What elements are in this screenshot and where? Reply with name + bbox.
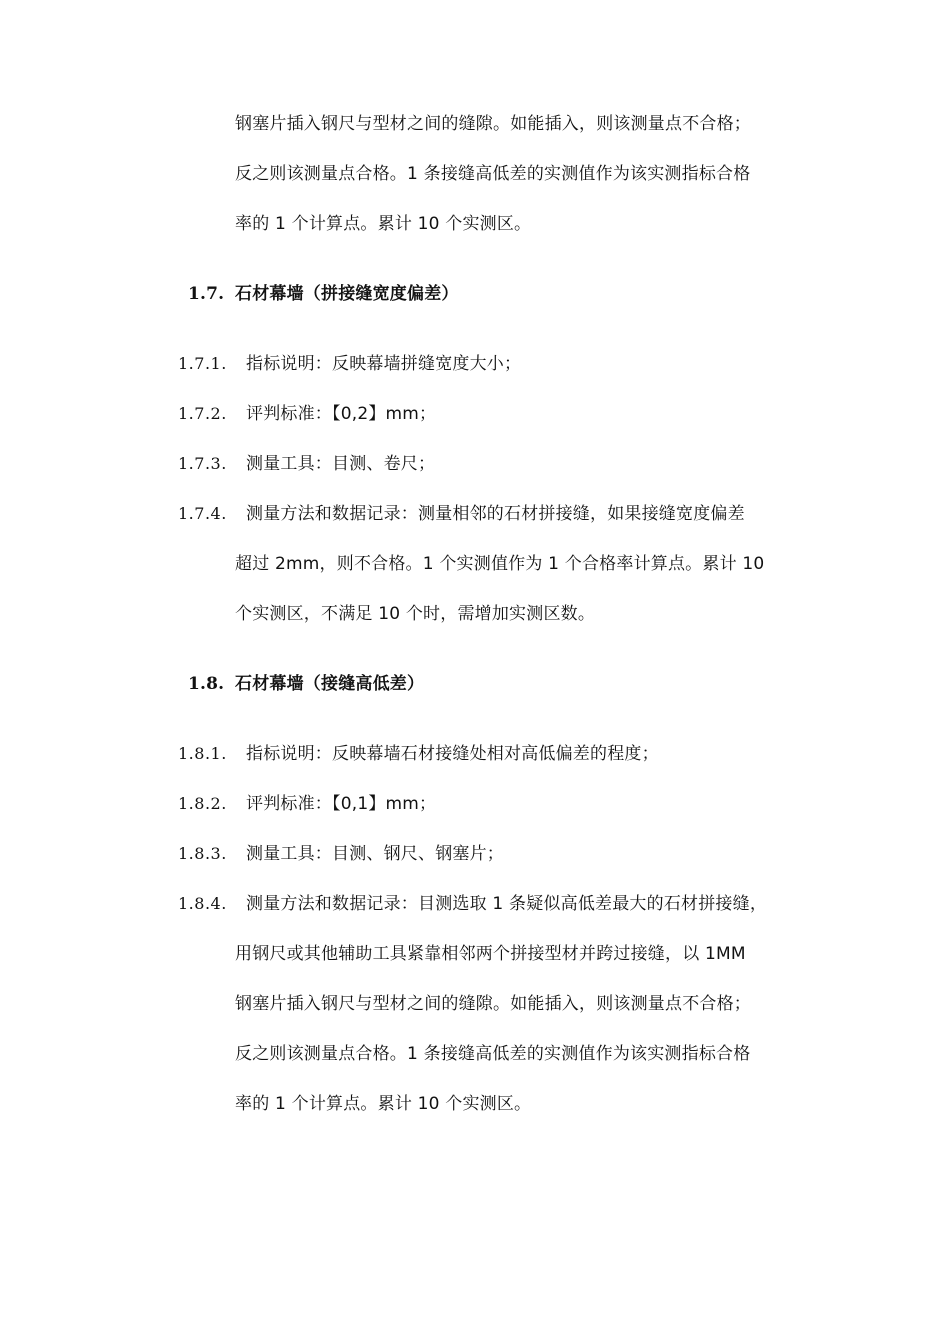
item-text: 指标说明：反映幕墙石材接缝处相对高低偏差的程度；	[246, 744, 659, 764]
item-number: 1.8.3.	[178, 844, 227, 863]
section-1-7-number: 1.7.	[188, 284, 225, 304]
list-item	[178, 792, 436, 816]
item-text: 指标说明：反映幕墙拼缝宽度大小；	[246, 354, 522, 374]
list-item	[178, 502, 745, 526]
section-1-8-number: 1.8.	[188, 674, 225, 694]
item-number: 1.7.1.	[178, 354, 227, 373]
item-continuation-line: 超过 2mm，则不合格。1 个实测值作为 1 个合格率计算点。累计 10	[235, 554, 765, 574]
list-item	[178, 352, 521, 376]
list-item	[178, 452, 435, 476]
item-text: 测量工具：目测、卷尺；	[246, 454, 436, 474]
continuation-line-3: 率的 1 个计算点。累计 10 个实测区。	[235, 214, 532, 234]
section-1-8-heading	[188, 672, 424, 696]
list-item	[178, 892, 767, 916]
list-item	[178, 402, 436, 426]
continuation-line-2: 反之则该测量点合格。1 条接缝高低差的实测值作为该实测指标合格	[235, 164, 751, 184]
item-continuation-line: 反之则该测量点合格。1 条接缝高低差的实测值作为该实测指标合格	[235, 1044, 751, 1064]
section-1-8-title: 石材幕墙（接缝高低差）	[235, 674, 425, 694]
item-number: 1.8.1.	[178, 744, 227, 763]
item-text: 测量工具：目测、钢尺、钢塞片；	[246, 844, 504, 864]
item-continuation-line: 钢塞片插入钢尺与型材之间的缝隙。如能插入，则该测量点不合格；	[235, 994, 751, 1014]
item-number: 1.8.4.	[178, 894, 227, 913]
list-item	[178, 742, 659, 766]
item-continuation-line: 用钢尺或其他辅助工具紧靠相邻两个拼接型材并跨过接缝，以 1MM	[235, 944, 746, 964]
item-continuation-line: 率的 1 个计算点。累计 10 个实测区。	[235, 1094, 532, 1114]
item-text: 测量方法和数据记录：目测选取 1 条疑似高低差最大的石材拼接缝，	[246, 894, 768, 914]
item-number: 1.7.3.	[178, 454, 227, 473]
list-item	[178, 842, 504, 866]
item-number: 1.7.2.	[178, 404, 227, 423]
item-text: 评判标准：【0,2】mm；	[246, 404, 437, 424]
section-1-7-heading	[188, 282, 459, 306]
item-text: 测量方法和数据记录：测量相邻的石材拼接缝，如果接缝宽度偏差	[246, 504, 745, 524]
item-text: 评判标准：【0,1】mm；	[246, 794, 437, 814]
item-number: 1.8.2.	[178, 794, 227, 813]
continuation-line-1: 钢塞片插入钢尺与型材之间的缝隙。如能插入，则该测量点不合格；	[235, 114, 751, 134]
item-number: 1.7.4.	[178, 504, 227, 523]
section-1-7-title: 石材幕墙（拼接缝宽度偏差）	[235, 284, 459, 304]
item-continuation-line: 个实测区，不满足 10 个时，需增加实测区数。	[235, 604, 596, 624]
